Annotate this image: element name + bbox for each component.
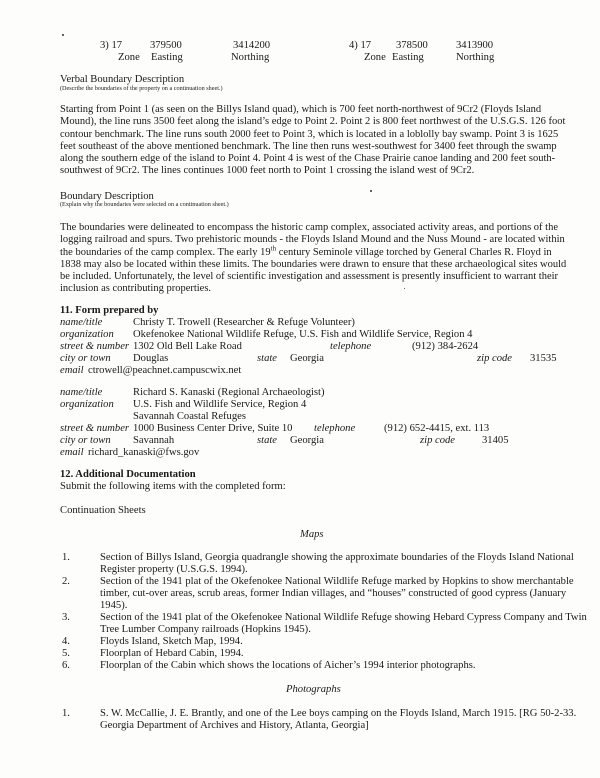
email-label: email xyxy=(60,365,84,376)
justification-text-b: century Seminole village torched by General Charles R. Floyd in 1838 may also be located within these limits. The boundaries were drawn to ensure that these archaeological sites would be included. Unfortunately, the level of scientific investigation and assessment is presently insufficient to warrant their inclusion as contributing properties. xyxy=(60,246,567,295)
name-title-value: Richard S. Kanaski (Regional Archaeologist) xyxy=(133,387,325,398)
verbal-boundary-heading: Verbal Boundary Description xyxy=(60,74,185,85)
boundary-description-note: (Explain why the boundaries were selected on a continuation sheet.) xyxy=(60,201,229,208)
map-item-line: Tree Lumber Company railroads (Hopkins 1945). xyxy=(100,624,311,635)
utm-easting-label: Easting xyxy=(151,52,183,63)
boundary-description-heading: Boundary Description xyxy=(60,191,154,202)
state-value: Georgia xyxy=(290,435,324,446)
street-label: street & number xyxy=(60,423,130,434)
photo-item-line: Georgia Department of Archives and History, Atlanta, Georgia] xyxy=(100,720,369,731)
organization-label: organization xyxy=(60,329,114,340)
map-item-number: 6. xyxy=(62,660,70,671)
street-value: 1000 Business Center Drive, Suite 10 xyxy=(133,423,293,434)
utm-number: 3) 17 xyxy=(100,40,123,51)
map-item-line: 1945). xyxy=(100,600,128,611)
name-title-label: name/title xyxy=(60,317,103,328)
state-label: state xyxy=(257,435,278,446)
map-item-line: Register property (U.S.G.S. 1994). xyxy=(100,564,248,575)
map-item-line: timber, cut-over areas, scrub areas, former Indian villages, and “houses” constructed of good cypress (January xyxy=(100,588,567,599)
map-item-number: 5. xyxy=(62,648,70,659)
organization-value-line-2: Savannah Coastal Refuges xyxy=(133,411,246,422)
zip-label: zip code xyxy=(477,353,513,364)
name-title-value: Christy T. Trowell (Researcher & Refuge Volunteer) xyxy=(133,317,355,328)
section-11-heading: 11. Form prepared by xyxy=(60,305,159,316)
zip-value: 31405 xyxy=(482,435,509,446)
verbal-boundary-note: (Describe the boundaries of the property on a continuation sheet.) xyxy=(60,85,223,92)
speck-dot xyxy=(62,34,64,36)
zip-label: zip code xyxy=(420,435,456,446)
map-item-line: Section of Billys Island, Georgia quadrangle showing the approximate boundaries of the Floyds Island National xyxy=(100,552,574,563)
utm-easting: 378500 xyxy=(396,40,428,51)
continuation-sheets-label: Continuation Sheets xyxy=(60,505,146,516)
map-item-line: Floyds Island, Sketch Map, 1994. xyxy=(100,636,243,647)
section-12-intro: Submit the following items with the completed form: xyxy=(60,481,286,492)
street-label: street & number xyxy=(60,341,130,352)
map-item-number: 4. xyxy=(62,636,70,647)
organization-value: U.S. Fish and Wildlife Service, Region 4 xyxy=(133,399,307,410)
city-value: Douglas xyxy=(133,353,169,364)
city-label: city or town xyxy=(60,353,111,364)
map-item-number: 2. xyxy=(62,576,70,587)
photographs-heading: Photographs xyxy=(286,684,341,695)
photo-item-number: 1. xyxy=(62,708,70,719)
telephone-value: (912) 652-4415, ext. 113 xyxy=(384,423,490,434)
telephone-label: telephone xyxy=(330,341,372,352)
boundary-justification-text xyxy=(60,222,570,296)
map-item-number: 3. xyxy=(62,612,70,623)
utm-northing: 3413900 xyxy=(456,40,494,51)
utm-zone-label: Zone xyxy=(364,52,386,63)
organization-value: Okefenokee National Wildlife Refuge, U.S. Fish and Wildlife Service, Region 4 xyxy=(133,329,473,340)
map-item-line: Section of the 1941 plat of the Okefenokee National Wildlife Refuge marked by Hopkins to show merchantable xyxy=(100,576,574,587)
maps-heading: Maps xyxy=(300,529,324,540)
utm-easting-label: Easting xyxy=(392,52,424,63)
email-value: richard_kanaski@fws.gov xyxy=(88,447,200,458)
utm-northing-label: Northing xyxy=(231,52,270,63)
section-12-heading: 12. Additional Documentation xyxy=(60,469,196,480)
utm-number: 4) 17 xyxy=(349,40,372,51)
utm-northing-label: Northing xyxy=(456,52,495,63)
state-value: Georgia xyxy=(290,353,324,364)
justification-text-a: The boundaries were delineated to encompass the historic camp complex, associated activity areas, and portions of the logging railroad and spurs. Two prehistoric mounds - the Floyds Island Mound and the Nuss Mound - are located within the boundaries of the camp complex. The early 19 xyxy=(60,222,565,258)
telephone-label: telephone xyxy=(314,423,356,434)
superscript: th xyxy=(270,244,277,253)
utm-zone-label: Zone xyxy=(118,52,140,63)
city-label: city or town xyxy=(60,435,111,446)
map-item-number: 1. xyxy=(62,552,70,563)
telephone-value: (912) 384-2624 xyxy=(412,341,479,352)
speck-dot xyxy=(370,190,372,192)
utm-easting: 379500 xyxy=(150,40,182,51)
city-value: Savannah xyxy=(133,435,175,446)
organization-label: organization xyxy=(60,399,114,410)
email-value: ctrowell@peachnet.campuscwix.net xyxy=(88,365,242,376)
verbal-boundary-text: Starting from Point 1 (as seen on the Billys Island quad), which is 700 feet north-northwest of 9Cr2 (Floyds Island Mound), the line runs 3500 feet along the island’s edge to Point 2. Point 2 is 800 feet northwest of the U.S.G.S. 126 foot contour benchmark. The line runs south 2000 feet to Point 3, which is located in a loblolly bay swamp. Point 3 is 1625 feet southeast of the above mentioned benchmark. The line then runs west-southwest for 3400 feet through the swamp along the southern edge of the island to Point 4. Point 4 is west of the Chase Prairie canoe landing and 200 feet south-southwest of 9Cr2. The lines continues 1000 feet north to Point 1 crossing the island west of 9Cr2. xyxy=(60,104,566,177)
name-title-label: name/title xyxy=(60,387,103,398)
map-item-line: Floorplan of the Cabin which shows the locations of Aicher’s 1994 interior photographs. xyxy=(100,660,476,671)
email-label: email xyxy=(60,447,84,458)
map-item-line: Section of the 1941 plat of the Okefenokee National Wildlife Refuge showing Hebard Cypress Company and Twin xyxy=(100,612,587,623)
street-value: 1302 Old Bell Lake Road xyxy=(133,341,242,352)
utm-northing: 3414200 xyxy=(233,40,271,51)
zip-value: 31535 xyxy=(530,353,557,364)
map-item-line: Floorplan of Hebard Cabin, 1994. xyxy=(100,648,244,659)
state-label: state xyxy=(257,353,278,364)
photo-item-line: S. W. McCallie, J. E. Brantly, and one of the Lee boys camping on the Floyds Island, March 1915. [RG 50-2-33. xyxy=(100,708,577,719)
